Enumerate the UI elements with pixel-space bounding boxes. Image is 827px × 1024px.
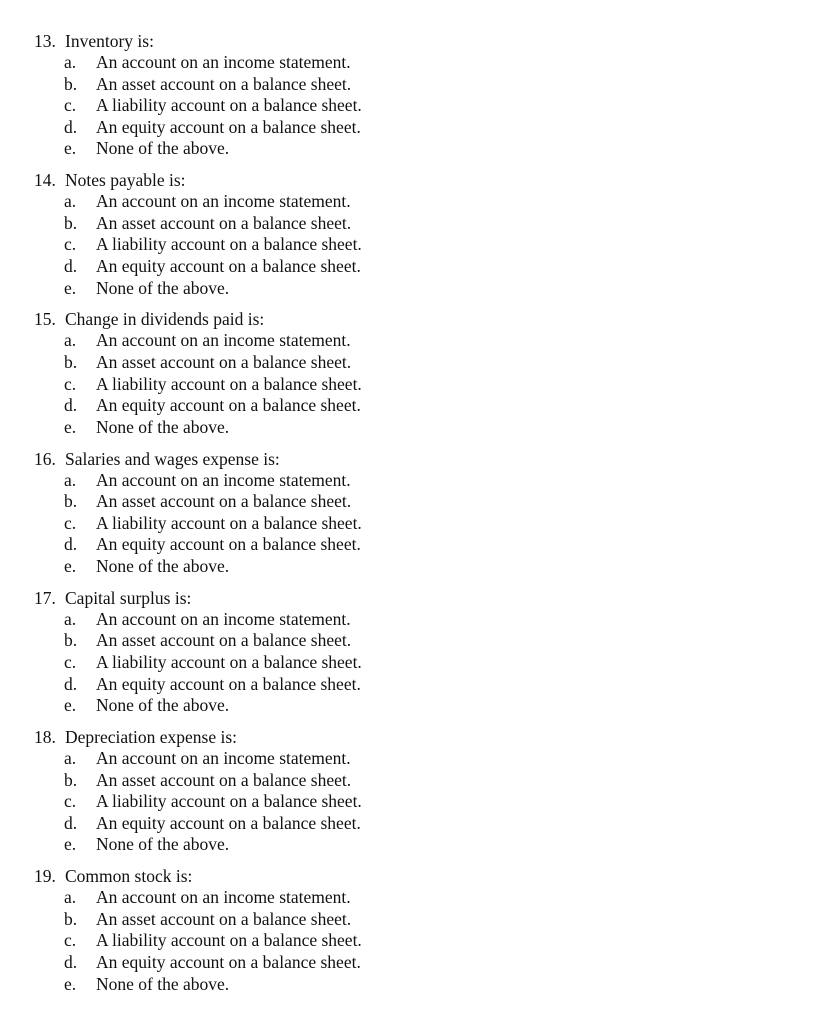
option-letter: d. bbox=[64, 951, 78, 972]
option-text: An account on an income statement. bbox=[96, 191, 351, 212]
option-text: An asset account on a balance sheet. bbox=[96, 769, 352, 790]
option-text: None of the above. bbox=[96, 138, 230, 159]
answer-option bbox=[64, 673, 361, 695]
question-heading bbox=[34, 307, 264, 331]
option-text: An account on an income statement. bbox=[96, 608, 351, 629]
question-prompt: Inventory is: bbox=[65, 31, 154, 51]
option-letter: c. bbox=[64, 95, 77, 116]
option-letter: d. bbox=[64, 116, 78, 137]
option-text: An equity account on a balance sheet. bbox=[96, 116, 361, 137]
answer-option bbox=[64, 190, 351, 212]
option-letter: b. bbox=[64, 769, 78, 790]
question-heading bbox=[34, 586, 191, 610]
option-text: An asset account on a balance sheet. bbox=[96, 908, 352, 929]
option-text: An equity account on a balance sheet. bbox=[96, 534, 361, 555]
option-letter: e. bbox=[64, 277, 77, 298]
option-letter: b. bbox=[64, 212, 78, 233]
option-text: A liability account on a balance sheet. bbox=[96, 234, 362, 255]
question-prompt: Capital surplus is: bbox=[65, 587, 192, 608]
answer-option bbox=[64, 469, 351, 491]
answer-option bbox=[64, 608, 351, 630]
option-letter: b. bbox=[64, 351, 78, 372]
option-text: An equity account on a balance sheet. bbox=[96, 395, 361, 416]
option-text: None of the above. bbox=[96, 695, 230, 716]
answer-option bbox=[64, 533, 361, 555]
option-text: An asset account on a balance sheet. bbox=[96, 351, 352, 372]
answer-option bbox=[64, 812, 361, 834]
option-letter: e. bbox=[64, 555, 77, 576]
option-text: A liability account on a balance sheet. bbox=[96, 930, 362, 951]
answer-option bbox=[64, 769, 351, 791]
option-letter: a. bbox=[64, 330, 77, 351]
option-letter: a. bbox=[64, 608, 77, 629]
answer-option bbox=[64, 908, 351, 930]
answer-option bbox=[64, 277, 229, 299]
question-number: 15. bbox=[34, 309, 56, 330]
option-letter: b. bbox=[64, 491, 78, 512]
question-number: 14. bbox=[34, 170, 56, 191]
question-number: 16. bbox=[34, 448, 56, 469]
answer-option bbox=[64, 929, 362, 951]
option-letter: c. bbox=[64, 930, 77, 951]
answer-option bbox=[64, 833, 229, 855]
option-letter: b. bbox=[64, 630, 78, 651]
question-heading bbox=[34, 864, 192, 888]
option-letter: a. bbox=[64, 887, 77, 908]
option-text: An account on an income statement. bbox=[96, 887, 351, 908]
answer-option bbox=[64, 94, 362, 116]
question-prompt: Change in dividends paid is: bbox=[65, 309, 265, 330]
option-letter: c. bbox=[64, 373, 77, 394]
option-letter: c. bbox=[64, 791, 77, 812]
question-prompt: Common stock is: bbox=[65, 866, 193, 887]
option-text: An asset account on a balance sheet. bbox=[96, 630, 352, 651]
answer-option bbox=[64, 490, 351, 512]
option-letter: e. bbox=[64, 416, 77, 437]
question-item bbox=[0, 864, 827, 1003]
option-letter: a. bbox=[64, 469, 77, 490]
option-letter: a. bbox=[64, 191, 77, 212]
answer-option bbox=[64, 416, 229, 438]
option-text: An asset account on a balance sheet. bbox=[96, 73, 352, 94]
question-prompt: Salaries and wages expense is: bbox=[65, 448, 280, 469]
option-letter: e. bbox=[64, 695, 77, 716]
option-text: An asset account on a balance sheet. bbox=[96, 212, 352, 233]
option-letter: d. bbox=[64, 534, 78, 555]
answer-option bbox=[64, 886, 351, 908]
answer-option bbox=[64, 255, 361, 277]
option-text: A liability account on a balance sheet. bbox=[96, 791, 362, 812]
answer-option bbox=[64, 951, 361, 973]
question-item bbox=[0, 447, 827, 586]
option-text: An account on an income statement. bbox=[96, 330, 351, 351]
option-text: An account on an income statement. bbox=[96, 747, 351, 768]
option-text: None of the above. bbox=[96, 973, 230, 994]
answer-option bbox=[64, 694, 229, 716]
question-number: 18. bbox=[34, 726, 56, 747]
answer-option bbox=[64, 512, 362, 534]
option-text: An equity account on a balance sheet. bbox=[96, 812, 361, 833]
option-letter: d. bbox=[64, 812, 78, 833]
option-text: A liability account on a balance sheet. bbox=[96, 651, 362, 672]
option-text: A liability account on a balance sheet. bbox=[96, 373, 362, 394]
option-letter: d. bbox=[64, 673, 78, 694]
option-letter: b. bbox=[64, 908, 78, 929]
question-item bbox=[0, 725, 827, 864]
answer-option bbox=[64, 373, 362, 395]
option-letter: e. bbox=[64, 973, 77, 994]
question-prompt: Notes payable is: bbox=[65, 170, 186, 191]
option-text: A liability account on a balance sheet. bbox=[96, 512, 362, 533]
answer-option bbox=[64, 629, 351, 651]
question-heading bbox=[34, 447, 280, 471]
answer-option bbox=[64, 51, 351, 73]
question-number: 13. bbox=[34, 31, 56, 51]
question-item bbox=[0, 29, 827, 168]
option-text: None of the above. bbox=[96, 834, 230, 855]
question-item bbox=[0, 168, 827, 307]
answer-option bbox=[64, 137, 229, 159]
option-letter: c. bbox=[64, 234, 77, 255]
option-letter: b. bbox=[64, 73, 78, 94]
option-text: None of the above. bbox=[96, 277, 230, 298]
option-letter: e. bbox=[64, 834, 77, 855]
option-text: An equity account on a balance sheet. bbox=[96, 951, 361, 972]
answer-option bbox=[64, 116, 361, 138]
question-heading bbox=[34, 168, 186, 192]
option-text: An equity account on a balance sheet. bbox=[96, 255, 361, 276]
option-text: A liability account on a balance sheet. bbox=[96, 95, 362, 116]
option-text: An account on an income statement. bbox=[96, 469, 351, 490]
option-letter: a. bbox=[64, 747, 77, 768]
question-list bbox=[0, 29, 827, 1003]
question-number: 19. bbox=[34, 866, 56, 887]
question-prompt: Depreciation expense is: bbox=[65, 726, 238, 747]
option-letter: a. bbox=[64, 52, 77, 72]
option-text: None of the above. bbox=[96, 416, 230, 437]
question-heading bbox=[34, 29, 154, 53]
option-text: An account on an income statement. bbox=[96, 52, 351, 72]
option-letter: c. bbox=[64, 512, 77, 533]
answer-option bbox=[64, 73, 351, 95]
question-heading bbox=[34, 725, 237, 749]
answer-option bbox=[64, 651, 362, 673]
question-item bbox=[0, 307, 827, 446]
answer-option bbox=[64, 351, 351, 373]
answer-option bbox=[64, 747, 351, 769]
option-text: None of the above. bbox=[96, 555, 230, 576]
answer-option bbox=[64, 329, 351, 351]
question-number: 17. bbox=[34, 587, 56, 608]
answer-option bbox=[64, 212, 351, 234]
answer-option bbox=[64, 790, 362, 812]
option-letter: e. bbox=[64, 138, 77, 159]
option-letter: d. bbox=[64, 255, 78, 276]
answer-option bbox=[64, 233, 362, 255]
option-text: An equity account on a balance sheet. bbox=[96, 673, 361, 694]
option-letter: d. bbox=[64, 395, 78, 416]
answer-option bbox=[64, 555, 229, 577]
answer-option bbox=[64, 973, 229, 995]
answer-option bbox=[64, 394, 361, 416]
option-text: An asset account on a balance sheet. bbox=[96, 491, 352, 512]
option-letter: c. bbox=[64, 651, 77, 672]
question-item bbox=[0, 586, 827, 725]
